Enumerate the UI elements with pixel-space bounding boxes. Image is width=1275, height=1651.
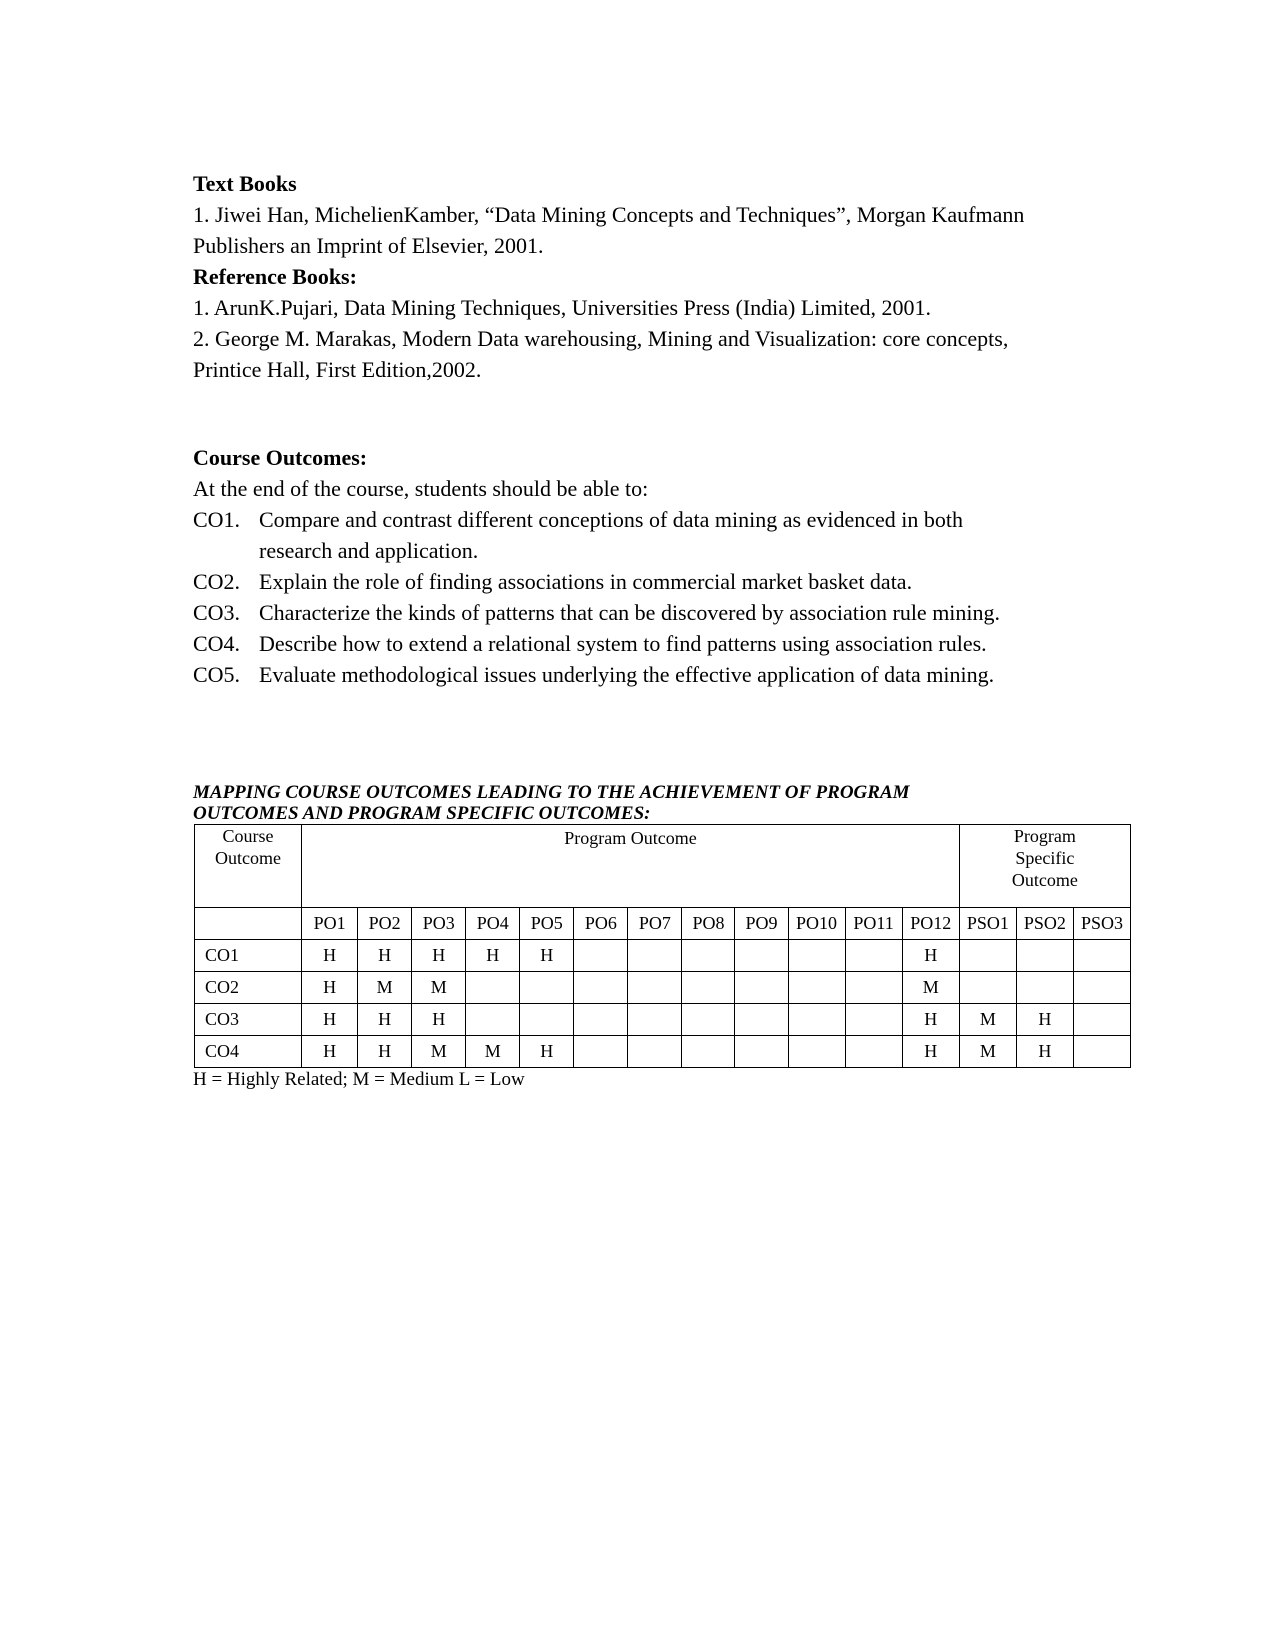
mapping-cell [682, 1036, 735, 1068]
column-header-pso1: PSO1 [959, 908, 1016, 940]
mapping-cell: H [902, 1036, 959, 1068]
column-header-po10: PO10 [788, 908, 845, 940]
course-outcome-item [193, 628, 1128, 659]
course-outcome-item [193, 504, 1128, 566]
mapping-cell [735, 972, 788, 1004]
mapping-cell: H [358, 1036, 412, 1068]
mapping-cell [574, 972, 628, 1004]
course-outcome-text: Evaluate methodological issues underlying the effective application of data mining. [259, 662, 995, 687]
course-outcome-text: Compare and contrast different conceptions of data mining as evidenced in both research and application. [259, 507, 963, 563]
course-outcome-text: Describe how to extend a relational system to find patterns using association rules. [259, 631, 987, 656]
table-row [195, 972, 1131, 1004]
mapping-cell: M [412, 972, 466, 1004]
mapping-cell [788, 1036, 845, 1068]
mapping-cell: H [902, 940, 959, 972]
mapping-cell [788, 1004, 845, 1036]
column-header-po9: PO9 [735, 908, 788, 940]
course-outcomes-heading: Course Outcomes: [193, 445, 368, 470]
mapping-cell: M [412, 1036, 466, 1068]
mapping-cell: H [466, 940, 520, 972]
mapping-cell [682, 972, 735, 1004]
mapping-cell [845, 1004, 902, 1036]
legend: H = Highly Related; M = Medium L = Low [193, 1069, 525, 1090]
reference-book-line-1: 1. ArunK.Pujari, Data Mining Techniques, Universities Press (India) Limited, 2001. [193, 295, 931, 320]
pso-header-line-3: Outcome [1011, 870, 1078, 890]
column-header-row [195, 908, 1131, 940]
pso-header-line-2: Specific [1015, 848, 1075, 868]
mapping-cell: H [302, 940, 358, 972]
mapping-cell [682, 940, 735, 972]
mapping-cell [628, 1004, 682, 1036]
mapping-cell: H [302, 1036, 358, 1068]
reference-book-line-2: 2. George M. Marakas, Modern Data warehousing, Mining and Visualization: core concepts, [193, 326, 1009, 351]
mapping-cell: H [358, 1004, 412, 1036]
course-outcomes-intro: At the end of the course, students should be able to: [193, 476, 649, 501]
text-book-line-2: Publishers an Imprint of Elsevier, 2001. [193, 233, 544, 258]
mapping-cell: H [520, 940, 574, 972]
mapping-cell [1016, 972, 1073, 1004]
column-header-po11: PO11 [845, 908, 902, 940]
course-outcome-item [193, 659, 1128, 690]
mapping-cell: M [959, 1036, 1016, 1068]
mapping-cell [628, 1036, 682, 1068]
column-header-po6: PO6 [574, 908, 628, 940]
mapping-title-line-1: MAPPING COURSE OUTCOMES LEADING TO THE ACHIEVEMENT OF PROGRAM [193, 782, 910, 803]
column-header-po7: PO7 [628, 908, 682, 940]
text-book-line-1: 1. Jiwei Han, MichelienKamber, “Data Mining Concepts and Techniques”, Morgan Kaufmann [193, 202, 1025, 227]
column-header-pso3: PSO3 [1073, 908, 1130, 940]
mapping-cell [574, 1036, 628, 1068]
mapping-cell [788, 940, 845, 972]
blank-header-cell [195, 908, 302, 940]
row-course-outcome: CO4 [195, 1036, 302, 1068]
column-header-po3: PO3 [412, 908, 466, 940]
course-outcome-id: CO3. [193, 600, 241, 625]
mapping-cell: H [1016, 1004, 1073, 1036]
mapping-cell: H [358, 940, 412, 972]
mapping-cell [1073, 940, 1130, 972]
mapping-cell [1073, 1036, 1130, 1068]
mapping-cell [735, 1004, 788, 1036]
course-outcome-id: CO2. [193, 569, 241, 594]
mapping-cell [735, 1036, 788, 1068]
column-header-po1: PO1 [302, 908, 358, 940]
co-po-mapping-table [194, 824, 1131, 1068]
course-outcome-text: Characterize the kinds of patterns that can be discovered by association rule mining. [259, 600, 1001, 625]
mapping-cell [1073, 972, 1130, 1004]
table-row [195, 940, 1131, 972]
program-outcome-header: Program Outcome [302, 825, 960, 908]
column-header-po4: PO4 [466, 908, 520, 940]
column-header-pso2: PSO2 [1016, 908, 1073, 940]
course-outcome-item [193, 566, 1128, 597]
mapping-cell: M [358, 972, 412, 1004]
mapping-cell [574, 940, 628, 972]
mapping-title-line-2: OUTCOMES AND PROGRAM SPECIFIC OUTCOMES: [193, 803, 651, 824]
mapping-cell [788, 972, 845, 1004]
course-outcome-header [195, 825, 302, 908]
mapping-cell: H [520, 1036, 574, 1068]
course-outcome-id: CO5. [193, 662, 241, 687]
mapping-cell: M [466, 1036, 520, 1068]
column-header-po12: PO12 [902, 908, 959, 940]
mapping-cell: H [1016, 1036, 1073, 1068]
mapping-cell: H [412, 1004, 466, 1036]
mapping-cell [466, 972, 520, 1004]
row-course-outcome: CO3 [195, 1004, 302, 1036]
course-outcome-id: CO4. [193, 631, 241, 656]
mapping-cell: H [902, 1004, 959, 1036]
mapping-cell [959, 940, 1016, 972]
course-outcome-header-line-1: Course [222, 826, 274, 846]
mapping-cell: M [902, 972, 959, 1004]
mapping-cell [520, 972, 574, 1004]
mapping-cell [1016, 940, 1073, 972]
table-row [195, 1004, 1131, 1036]
table-header-row [195, 825, 1131, 908]
mapping-cell [845, 972, 902, 1004]
mapping-cell [845, 940, 902, 972]
row-course-outcome: CO1 [195, 940, 302, 972]
column-header-po8: PO8 [682, 908, 735, 940]
column-header-po5: PO5 [520, 908, 574, 940]
row-course-outcome: CO2 [195, 972, 302, 1004]
table-row [195, 1036, 1131, 1068]
mapping-cell: H [302, 1004, 358, 1036]
mapping-cell [574, 1004, 628, 1036]
mapping-cell [466, 1004, 520, 1036]
text-books-heading: Text Books [193, 171, 297, 196]
mapping-cell [1073, 1004, 1130, 1036]
mapping-cell [520, 1004, 574, 1036]
course-outcome-header-line-2: Outcome [215, 848, 282, 868]
mapping-cell [735, 940, 788, 972]
course-outcome-item [193, 597, 1128, 628]
mapping-cell: H [302, 972, 358, 1004]
pso-header-line-1: Program [1013, 826, 1076, 846]
column-header-po2: PO2 [358, 908, 412, 940]
reference-books-heading: Reference Books: [193, 264, 357, 289]
mapping-cell [845, 1036, 902, 1068]
mapping-cell [682, 1004, 735, 1036]
reference-book-line-3: Printice Hall, First Edition,2002. [193, 357, 482, 382]
mapping-cell [959, 972, 1016, 1004]
program-specific-outcome-header [959, 825, 1130, 908]
course-outcome-text: Explain the role of finding associations in commercial market basket data. [259, 569, 913, 594]
mapping-cell [628, 940, 682, 972]
mapping-cell: H [412, 940, 466, 972]
document-page [193, 168, 1128, 1092]
course-outcome-id: CO1. [193, 507, 241, 532]
mapping-cell [628, 972, 682, 1004]
mapping-cell: M [959, 1004, 1016, 1036]
